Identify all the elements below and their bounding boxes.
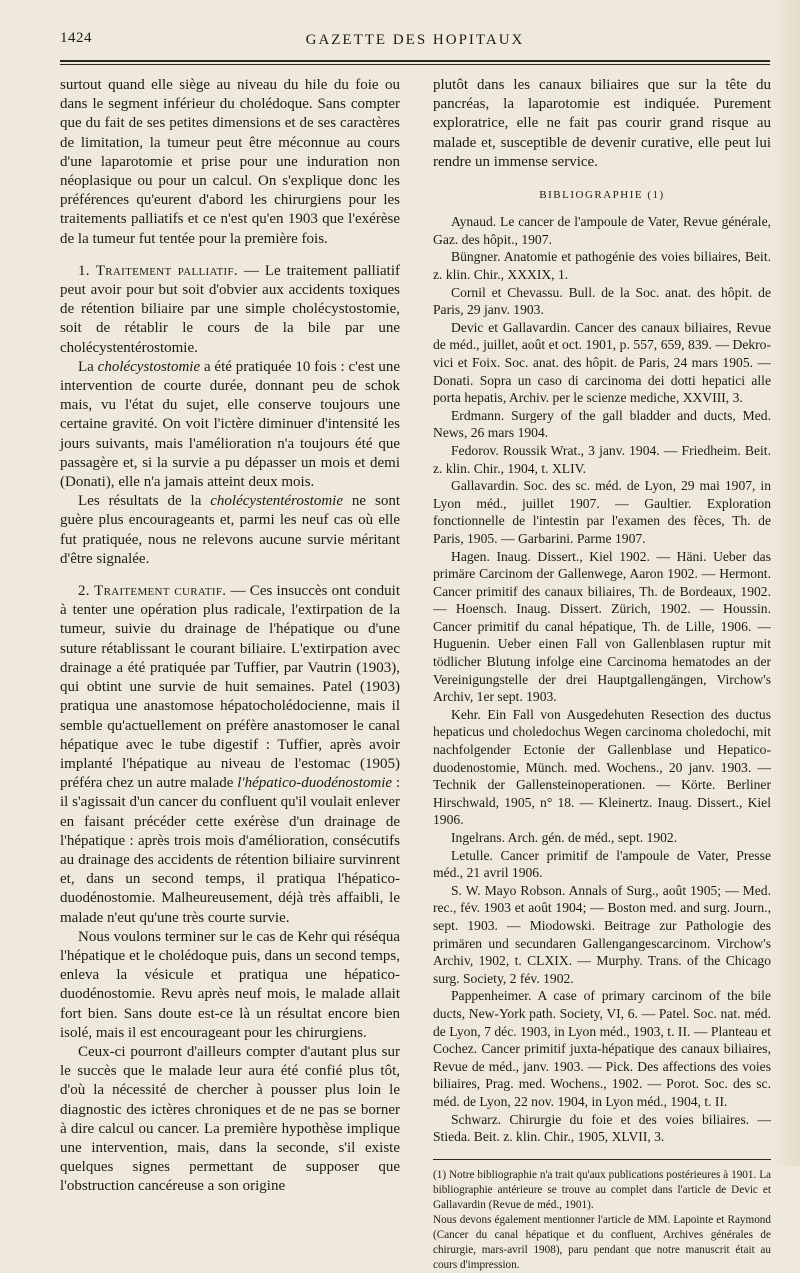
paragraph: surtout quand elle siège au niveau du hile du foie ou dans le segment inférieur du cholédoque. Sans compter que du fait de ses petites dimensions et de ses caractères de limitation, la tumeur peut être méconnue au cours d'une laparotomie et prise pour une induration non néoplasique ou pour un calcul. On s'explique donc les préférences qu'eurent d'abord les chirurgiens pour les traitements palliatifs et ce n'est qu'en 1903 que l'exérèse de la tumeur fut tentée pour la première fois. xyxy=(60,77,400,247)
term: cholécystostomie xyxy=(97,358,201,375)
header-rule-thick xyxy=(60,60,770,62)
bibliography-entry: Letulle. Cancer primitif de l'ampoule de Vater, Presse méd., 21 avril 1906. xyxy=(433,847,771,881)
bibliography-entry: Büngner. Anatomie et pathogénie des voies biliaires, Beit. z. klin. Chir., XXXIX, 1. xyxy=(433,249,771,282)
footnote: Nous devons également mentionner l'article de MM. Lapointe et Raymond (Cancer du canal hépatique et du confluent, Archives générales de chirurgie, mars-avril 1908), paru pendant que notre manuscrit était au cours d'impression. xyxy=(433,1213,771,1271)
bibliography-entry: Schwarz. Chirurgie du foie et des voies biliaires. — Stieda. Beit. z. klin. Chir., 1905, XLVII, 3. xyxy=(433,1111,771,1145)
bibliography-entry: Devic et Gallavardin. Cancer des canaux biliaires, Revue de méd., juillet, août et oct. 1901, p. 557, 659, 839. — Dekro-vici et Foix. Soc. anat. des hôpit. de Paris, 24 mars 1905. — Donati. Sopra un caso di carcinoma dei dotti hepatici alle porta hepatis, Archiv. per le scienze mediche, XXVIII, 3. xyxy=(433,319,771,406)
paragraph: Les résultats de la cholécystentérostomie ne sont guère plus encourageants et, parmi les neuf cas où elle fut pratiquée, nous ne relevons aucune survie méritant d'être signalée. xyxy=(60,493,400,567)
bibliography-entry: Erdmann. Surgery of the gall bladder and ducts, Med. News, 26 mars 1904. xyxy=(433,407,771,441)
bibliography-entry: Ingelrans. Arch. gén. de méd., sept. 1902. xyxy=(451,830,678,845)
page-number: 1424 xyxy=(60,30,92,46)
paragraph: 2. Traitement curatif. — Ces insuccès ont conduit à tenter une opération plus radicale, l'extirpation de la tumeur, suivie du drainage de l'hépatique ou d'une suture rétablissant le courant biliaire. L'extirpation avec drainage a été pratiquée par Tuffier, par Vautrin (1903), qui obtint une survie de huit semaines. Patel (1903) pratiqua une anastomose hépatocholédocienne, mais il semble qu'actuellement on préfère anastomoser le canal hépatique avec le tube digestif : Tuffier, après avoir implanté l'hépatique au niveau de l'estomac (1905) préféra chez un autre malade l'hépatico-duodénostomie : il s'agissait d'un cancer du confluent qu'il voulait enlever en faisant précéder cette exérèse d'un drainage de l'hépatique : après trois mois d'amélioration, consécutifs au drainage des accidents de rétention biliaire survinrent et, dans un second temps, il pratiqua l'hépatico-duodénostomie. Malheureusement, déjà très affaibli, le malade n'eut qu'une très courte survie. xyxy=(60,583,401,926)
paragraph: 1. Traitement palliatif. — Le traitement palliatif peut avoir pour but soit d'obvier aux accidents toxiques de rétention biliaire par une simple cholécystostomie, soit de rétablir le cours de la bile par une cholécystentérostomie. xyxy=(60,262,400,356)
bibliography-entry: Hagen. Inaug. Dissert., Kiel 1902. — Häni. Ueber das primäre Carcinom der Gallenwege, Aaron 1902. — Hermont. Cancer primitif des canaux biliaires, Th. de Bordeaux, 1902. — Hoensch. Inaug. Dissert. Zürich, 1902. — Houssin. Cancer primitif du canal hépatique, Th. de Lille, 1906. — Huguenin. Ueber einen Fall von Gallenblasen ruptur mit tödlicher Blutung infolge eine Carcinoma hematodes an der Vereinigungstelle der drei Hauptgallengängen, Virchow's Archiv, 1er sept. 1903. xyxy=(433,548,771,705)
footnote-rule xyxy=(433,1159,771,1160)
section-heading-curatif: 2. Traitement curatif. xyxy=(78,583,227,600)
footnote: (1) Notre bibliographie n'a trait qu'aux publications postérieures à 1901. La bibliographie antérieure se trouve au complet dans l'article de Devic et Gallavardin (Revue de méd., 1901). xyxy=(433,1168,771,1211)
term: cholécystentérostomie xyxy=(210,493,343,510)
paragraph: La cholécystostomie a été pratiquée 10 fois : c'est une intervention de courte durée, donnant peu de schok mais, vu l'état du sujet, elle conserve toujours une certaine gravité. On voit l'ictère diminuer d'intensité les jours suivants, mais l'amélioration n'a toujours été que passagère et, si la survie a pu dépasser un mois et demi (Donati), elle n'a jamais atteint deux mois. xyxy=(60,358,401,491)
bibliography-entry: Kehr. Ein Fall von Ausgedehuten Resection des ductus hepaticus und choledochus Wegen carcinoma choledochi, mit nachfolgender Ectonie der Gallenblase und Hepatico-duodenostomie, Münch. med. Wochens., 20 janv. 1903. — Technik der Gallensteinoperationen. — Körte. Berliner Hirschwald, 1905, n° 18. — Kleinertz. Inaug. Dissert., Kiel 1906. xyxy=(433,706,771,828)
bibliography-entry: Pappenheimer. A case of primary carcinom of the bile ducts, New-York path. Society, VI, 6. — Patel. Soc. nat. méd. de Lyon, 7 déc. 1903, in Lyon méd., 1903, t. II. — Planteau et Cochez. Cancer primitif juxta-hépatique des canaux biliaires, Revue de méd., janv. 1903. — Pick. Des affections des voies biliaires, Prag. med. Wochens., 1902. — Porot. Soc. des sc. méd. de Lyon, 22 nov. 1904, in Lyon méd., 1904, t. II. xyxy=(433,988,771,1109)
section-heading-palliatif: 1. Traitement palliatif. xyxy=(78,262,238,279)
bibliography-title: BIBLIOGRAPHIE (1) xyxy=(539,189,665,202)
header-rule-thin xyxy=(60,64,770,65)
right-column xyxy=(433,76,771,1273)
paragraph: Ceux-ci pourront d'ailleurs compter d'autant plus sur le succès que le malade leur aura été confié plus tôt, d'où la nécessité de chercher à pousser plus loin le diagnostic des ictères chroniques et de ne pas se borner à dire calcul ou cancer. La première hypothèse implique une intervention, mais, dans la seconde, s'il existe quelques signes permettant de supposer que l'obstruction cancéreuse a son origine xyxy=(60,1043,400,1195)
paragraph: Nous voulons terminer sur le cas de Kehr qui réséqua l'hépatique et le cholédoque puis, dans un second temps, enleva la vésicule et pratiqua une hépatico-duodénostomie. Revu après neuf mois, le malade allait fort bien. Sans doute est-ce là un résultat encore bien isolé, mais il est encourageant pour les chirurgiens. xyxy=(60,928,400,1041)
bibliography xyxy=(433,213,771,1145)
running-title: GAZETTE DES HOPITAUX xyxy=(305,32,525,48)
paragraph: plutôt dans les canaux biliaires que sur la tête du pancréas, la laparotomie est indiquée. Purement exploratrice, elle ne fait pas courir grand risque au malade et, susceptible de devenir curative, elle peut lui rendre un immense service. xyxy=(433,77,771,170)
bibliography-entry: Gallavardin. Soc. des sc. méd. de Lyon, 29 mai 1907, in Lyon méd., juillet 1907. — Gaultier. Exploration fonctionnelle de l'intestin par l'examen des fèces, Th. de Paris, 1905. — Garbarini. Parme 1907. xyxy=(433,478,771,546)
bibliography-entry: Fedorov. Roussik Wrat., 3 janv. 1904. — Friedheim. Beit. z. klin. Chir., 1904, t. XLIV. xyxy=(433,442,771,476)
bibliography-entry: Cornil et Chevassu. Bull. de la Soc. anat. des hôpit. de Paris, 29 janv. 1903. xyxy=(433,284,771,318)
term: l'hépatico-duodénostomie xyxy=(237,775,393,792)
left-column xyxy=(60,76,400,1197)
bibliography-entry: Aynaud. Le cancer de l'ampoule de Vater, Revue générale, Gaz. des hôpit., 1907. xyxy=(433,214,771,247)
bibliography-entry: S. W. Mayo Robson. Annals of Surg., août 1905; — Med. rec., fév. 1903 et août 1904; — Boston med. and surg. Journ., sept. 1903. — Miodowski. Beitrage zur Pathologie des primären und secundaren Gallengangescarcinom. Virchow's Archiv, 1902, t. CLXIX. — Murphy. Trans. of the Chicago surg. Society, 2 fév. 1902. xyxy=(433,882,771,986)
page-edge-shading xyxy=(771,0,800,1166)
page-header xyxy=(60,28,770,58)
